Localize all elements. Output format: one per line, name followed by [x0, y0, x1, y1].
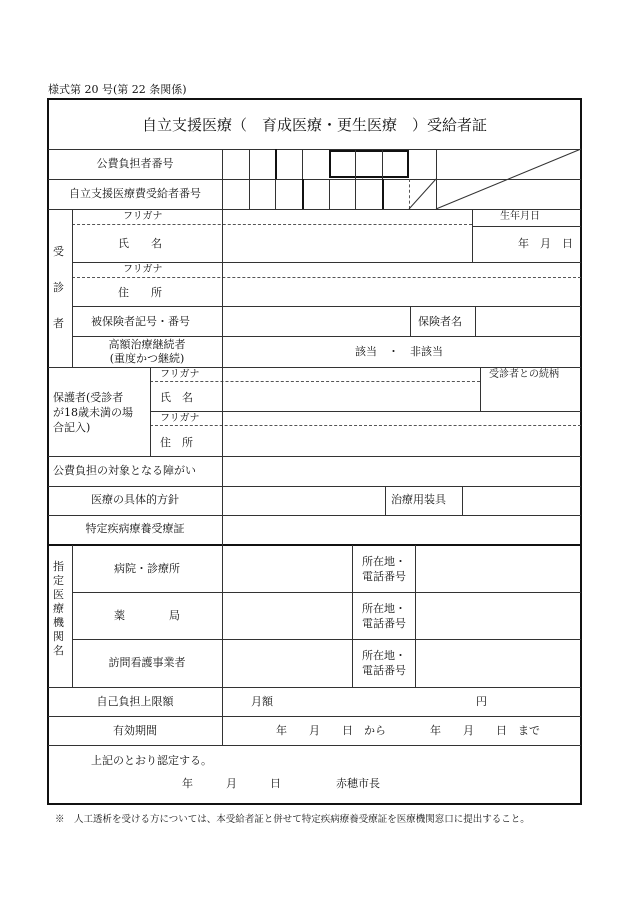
nursing-location-label-2: 電話番号 [362, 664, 406, 677]
treatment-policy-label: 医療の具体的方針 [91, 493, 179, 506]
guardian-furigana-label: フリガナ [160, 369, 200, 380]
nursing-label: 訪問看護事業者 [108, 656, 186, 669]
patient-name-label: 氏 名 [118, 237, 162, 250]
patient-label-3: 者 [53, 317, 64, 330]
equipment-label: 治療用装具 [391, 493, 446, 506]
validity-label: 有効期間 [113, 724, 157, 737]
hospital-location-label-2: 電話番号 [362, 570, 406, 583]
guardian-address-furigana-label: フリガナ [160, 413, 200, 424]
public-burden-number-label: 公費負担者番号 [96, 157, 174, 170]
disability-label: 公費負担の対象となる障がい [53, 464, 196, 477]
recipient-number-label: 自立支援医療費受給者番号 [69, 187, 201, 200]
high-cost-value: 該当 ・ 非該当 [355, 345, 443, 358]
certified-text: 上記のとおり認定する。 [91, 754, 212, 767]
guardian-label-3: 合記入) [53, 421, 91, 434]
birth-date-value: 年 月 日 [518, 237, 573, 250]
copay-limit-label: 自己負担上限額 [96, 695, 174, 708]
address-furigana-label: フリガナ [123, 264, 163, 275]
patient-label-2: 診 [53, 281, 64, 294]
high-cost-label-2: (重度かつ継続) [109, 352, 185, 365]
mayor-label: 赤穂市長 [336, 777, 380, 790]
patient-address-label: 住 所 [118, 286, 162, 299]
monthly-label: 月額 [251, 695, 273, 708]
footnote: ※ 人工透析を受ける方については、本受給者証と併せて特定疾病療養受療証を医療機関窓口に提出すること。 [55, 814, 530, 825]
pharmacy-location-label-2: 電話番号 [362, 617, 406, 630]
validity-value: 年 月 日 から 年 月 日 まで [276, 724, 540, 737]
hospital-label: 病院・診療所 [114, 562, 180, 575]
yen-label: 円 [476, 695, 487, 708]
cert-date: 年 月 日 [182, 777, 281, 790]
birth-date-label: 生年月日 [500, 211, 540, 222]
insured-symbol-label: 被保険者記号・番号 [91, 315, 190, 328]
guardian-label-1: 保護者(受診者 [53, 391, 124, 404]
guardian-name-label: 氏 名 [160, 391, 193, 404]
hospital-location-label-1: 所在地・ [362, 555, 406, 568]
form-title: 自立支援医療（ 育成医療・更生医療 ）受給者証 [141, 116, 487, 134]
guardian-address-label: 住 所 [160, 436, 193, 449]
form-number-label: 様式第 20 号(第 22 条関係) [48, 83, 187, 96]
pharmacy-label: 薬 局 [114, 609, 180, 622]
designated-institution-label: 指定医療機関名 [53, 560, 64, 657]
high-cost-label-1: 高額治療継続者 [108, 338, 186, 351]
patient-furigana-label: フリガナ [123, 211, 163, 222]
pharmacy-location-label-1: 所在地・ [362, 602, 406, 615]
nursing-location-label-1: 所在地・ [362, 649, 406, 662]
insurer-name-label: 保険者名 [418, 315, 462, 328]
specific-disease-label: 特定疾病療養受療証 [85, 522, 185, 535]
relation-label: 受診者との続柄 [489, 369, 559, 380]
guardian-label-2: が18歳未満の場 [53, 406, 133, 419]
patient-label-1: 受 [53, 245, 64, 258]
